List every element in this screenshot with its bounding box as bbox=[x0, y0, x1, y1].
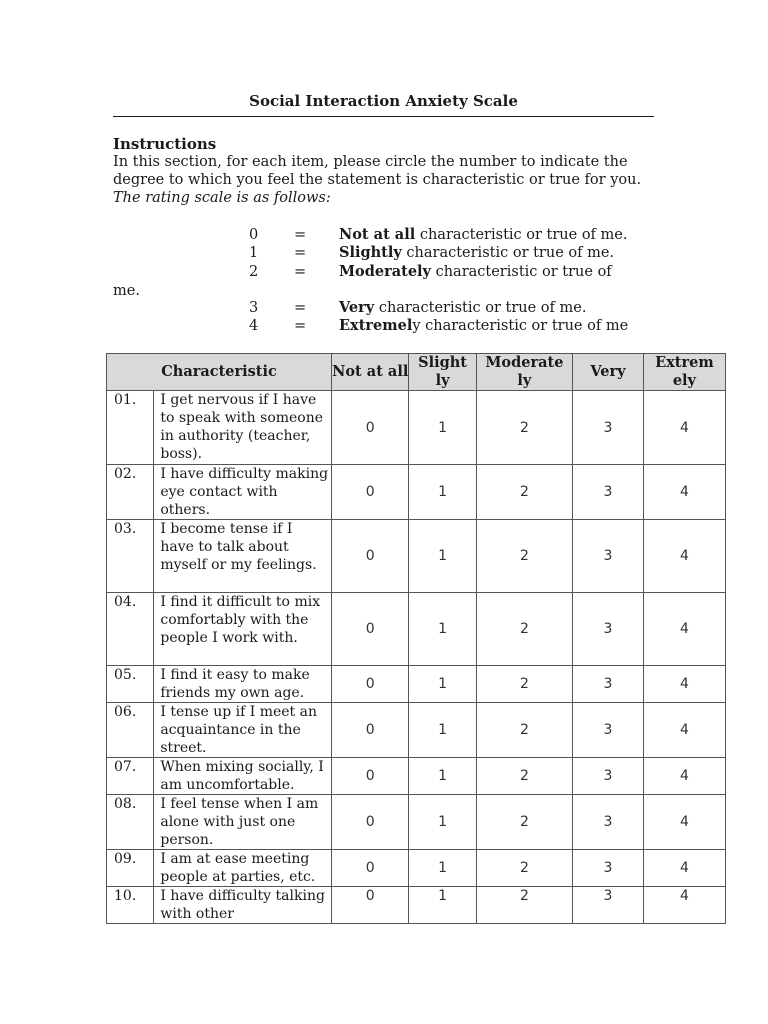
option-0[interactable]: 0 bbox=[332, 850, 409, 887]
instructions-text bbox=[113, 153, 658, 207]
scale-equals: = bbox=[294, 227, 307, 243]
item-text: I have difficulty making eye contact with others. bbox=[154, 465, 332, 520]
option-2[interactable]: 2 bbox=[476, 465, 572, 520]
scale-number: 3 bbox=[249, 300, 259, 316]
item-number: 08. bbox=[107, 795, 154, 850]
instructions-heading: Instructions bbox=[113, 135, 217, 153]
option-2[interactable]: 2 bbox=[476, 887, 572, 924]
scale-rest: y characteristic or true of me bbox=[412, 318, 629, 334]
table-row bbox=[107, 795, 726, 850]
scale-number: 0 bbox=[249, 227, 259, 243]
scale-rest: characteristic or true of me. bbox=[415, 227, 628, 243]
option-1[interactable]: 1 bbox=[409, 593, 476, 666]
option-4[interactable]: 4 bbox=[643, 758, 725, 795]
header-slightly: Slight ly bbox=[409, 354, 476, 391]
item-number: 04. bbox=[107, 593, 154, 666]
item-text: I have difficulty talking with other bbox=[154, 887, 332, 924]
table-row bbox=[107, 465, 726, 520]
option-3[interactable]: 3 bbox=[573, 850, 644, 887]
option-2[interactable]: 2 bbox=[476, 391, 572, 465]
item-text: I find it easy to make friends my own age. bbox=[154, 666, 332, 703]
table-row bbox=[107, 887, 726, 924]
scale-rest: characteristic or true of me. bbox=[374, 300, 587, 316]
item-text: I get nervous if I have to speak with someone in authority (teacher, boss). bbox=[154, 391, 332, 465]
scale-equals: = bbox=[294, 264, 307, 280]
page-title: Social Interaction Anxiety Scale bbox=[249, 92, 518, 110]
option-0[interactable]: 0 bbox=[332, 391, 409, 465]
scale-wrap-text: me. bbox=[113, 283, 140, 299]
table-row bbox=[107, 593, 726, 666]
item-text: I am at ease meeting people at parties, etc. bbox=[154, 850, 332, 887]
table-row bbox=[107, 391, 726, 465]
option-0[interactable]: 0 bbox=[332, 593, 409, 666]
option-2[interactable]: 2 bbox=[476, 703, 572, 758]
option-1[interactable]: 1 bbox=[409, 465, 476, 520]
option-0[interactable]: 0 bbox=[332, 758, 409, 795]
option-0[interactable]: 0 bbox=[332, 666, 409, 703]
item-number: 02. bbox=[107, 465, 154, 520]
scale-bold: Moderately bbox=[339, 263, 431, 280]
scale-description bbox=[339, 299, 586, 317]
scale-description bbox=[339, 226, 627, 244]
item-text: I feel tense when I am alone with just one person. bbox=[154, 795, 332, 850]
option-1[interactable]: 1 bbox=[409, 795, 476, 850]
option-2[interactable]: 2 bbox=[476, 666, 572, 703]
header-characteristic: Characteristic bbox=[107, 354, 332, 391]
option-3[interactable]: 3 bbox=[573, 391, 644, 465]
option-3[interactable]: 3 bbox=[573, 666, 644, 703]
option-1[interactable]: 1 bbox=[409, 391, 476, 465]
scale-description bbox=[339, 317, 628, 335]
scale-number: 1 bbox=[249, 245, 259, 261]
option-2[interactable]: 2 bbox=[476, 593, 572, 666]
option-3[interactable]: 3 bbox=[573, 887, 644, 924]
option-4[interactable]: 4 bbox=[643, 795, 725, 850]
instructions-body: In this section, for each item, please circle the number to indicate the degree to which you feel the statement is characteristic or true for you. bbox=[113, 154, 642, 188]
scale-rest: characteristic or true of bbox=[430, 264, 612, 280]
item-text: When mixing socially, I am uncomfortable. bbox=[154, 758, 332, 795]
scale-bold: Slightly bbox=[339, 244, 402, 261]
table-row bbox=[107, 703, 726, 758]
option-4[interactable]: 4 bbox=[643, 666, 725, 703]
option-3[interactable]: 3 bbox=[573, 465, 644, 520]
option-4[interactable]: 4 bbox=[643, 703, 725, 758]
option-0[interactable]: 0 bbox=[332, 703, 409, 758]
table-row bbox=[107, 520, 726, 593]
header-moderately: Moderate ly bbox=[476, 354, 572, 391]
rating-table bbox=[106, 353, 726, 924]
table-header-row bbox=[107, 354, 726, 391]
option-3[interactable]: 3 bbox=[573, 520, 644, 593]
option-3[interactable]: 3 bbox=[573, 795, 644, 850]
scale-number: 4 bbox=[249, 318, 259, 334]
table-row bbox=[107, 758, 726, 795]
option-2[interactable]: 2 bbox=[476, 850, 572, 887]
header-very: Very bbox=[573, 354, 644, 391]
scale-bold: Extremel bbox=[339, 317, 413, 334]
scale-equals: = bbox=[294, 300, 307, 316]
option-3[interactable]: 3 bbox=[573, 703, 644, 758]
title-divider bbox=[113, 116, 654, 117]
option-0[interactable]: 0 bbox=[332, 887, 409, 924]
table-row bbox=[107, 850, 726, 887]
item-number: 01. bbox=[107, 391, 154, 465]
option-2[interactable]: 2 bbox=[476, 520, 572, 593]
option-0[interactable]: 0 bbox=[332, 465, 409, 520]
option-4[interactable]: 4 bbox=[643, 593, 725, 666]
header-not-at-all: Not at all bbox=[332, 354, 409, 391]
scale-description bbox=[339, 263, 612, 281]
option-1[interactable]: 1 bbox=[409, 850, 476, 887]
option-1[interactable]: 1 bbox=[409, 520, 476, 593]
option-1[interactable]: 1 bbox=[409, 666, 476, 703]
option-4[interactable]: 4 bbox=[643, 465, 725, 520]
option-4[interactable]: 4 bbox=[643, 391, 725, 465]
scale-equals: = bbox=[294, 318, 307, 334]
option-1[interactable]: 1 bbox=[409, 703, 476, 758]
scale-bold: Not at all bbox=[339, 226, 416, 243]
option-0[interactable]: 0 bbox=[332, 795, 409, 850]
option-4[interactable]: 4 bbox=[643, 850, 725, 887]
option-4[interactable]: 4 bbox=[643, 520, 725, 593]
scale-number: 2 bbox=[249, 264, 259, 280]
item-number: 07. bbox=[107, 758, 154, 795]
item-number: 09. bbox=[107, 850, 154, 887]
option-4[interactable]: 4 bbox=[643, 887, 725, 924]
item-number: 06. bbox=[107, 703, 154, 758]
item-number: 03. bbox=[107, 520, 154, 593]
option-3[interactable]: 3 bbox=[573, 593, 644, 666]
instructions-italic: The rating scale is as follows: bbox=[113, 190, 331, 206]
option-1[interactable]: 1 bbox=[409, 887, 476, 924]
option-3[interactable]: 3 bbox=[573, 758, 644, 795]
scale-rest: characteristic or true of me. bbox=[401, 245, 615, 261]
scale-description bbox=[339, 244, 614, 262]
item-text: I tense up if I meet an acquaintance in the street. bbox=[154, 703, 332, 758]
option-2[interactable]: 2 bbox=[476, 758, 572, 795]
scale-bold: Very bbox=[339, 299, 375, 316]
option-0[interactable]: 0 bbox=[332, 520, 409, 593]
header-extremely: Extrem ely bbox=[643, 354, 725, 391]
option-2[interactable]: 2 bbox=[476, 795, 572, 850]
scale-equals: = bbox=[294, 245, 307, 261]
item-number: 10. bbox=[107, 887, 154, 924]
item-number: 05. bbox=[107, 666, 154, 703]
table-row bbox=[107, 666, 726, 703]
item-text: I become tense if I have to talk about myself or my feelings. bbox=[154, 520, 332, 593]
item-text: I find it difficult to mix comfortably with the people I work with. bbox=[154, 593, 332, 666]
option-1[interactable]: 1 bbox=[409, 758, 476, 795]
